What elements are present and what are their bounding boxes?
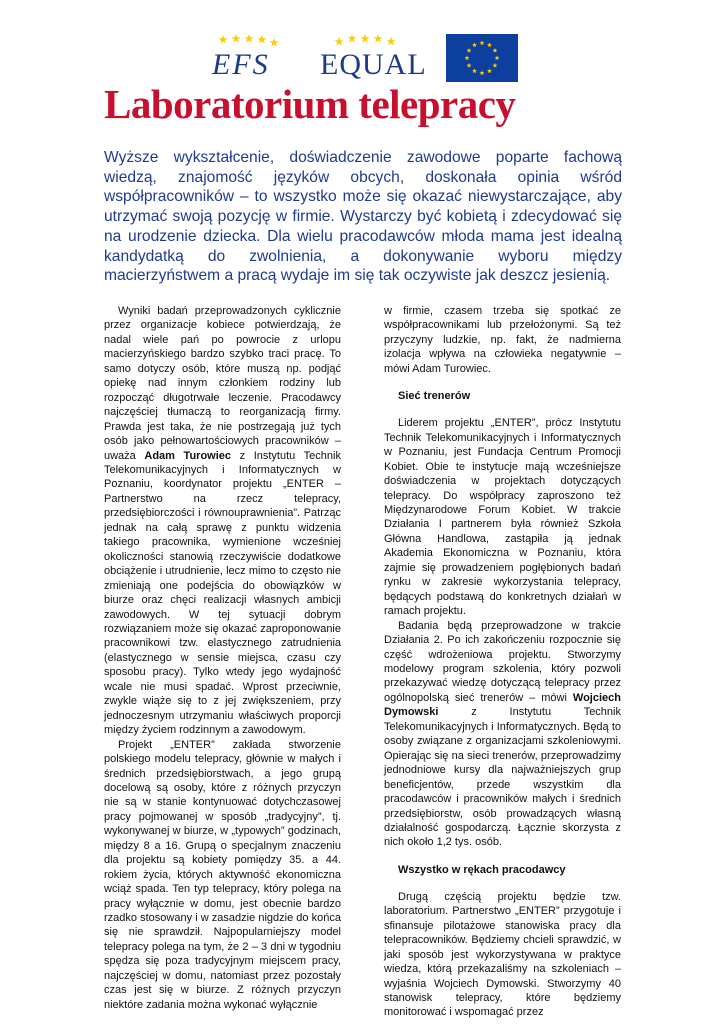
eu-star-icon: [487, 68, 492, 73]
eu-star-icon: [480, 70, 485, 75]
article-title: Laboratorium telepracy: [104, 81, 516, 127]
person-name: Adam Turowiec: [144, 449, 232, 462]
body-paragraph: Liderem projektu „ENTER”, prócz Instytutu Technik Telekomunikacyjnych i Informatycznych w Poznaniu, jest Fundacja Centrum Promocji Kobiet. Obie te instytucje mają wcześniejsze doświadczenia w projektach dotyczących telepracy. Do współpracy zaproszono też Międzynarodowe Forum Kobiet. W trakcie Działania I partnerem była również Szkoła Główna Handlowa, zastąpiła ją jednak Akademia Ekonomiczna w Poznaniu, która zajmie się prowadzeniem pogłębionych badań rynku w zakresie wykorzystania telepracy, będących podstawą do konkretnych działań w ramach projektu.: [384, 417, 621, 618]
body-paragraph: [104, 304, 341, 738]
eu-star-icon: [465, 55, 470, 60]
eu-flag-icon: [446, 34, 518, 82]
eu-star-icon: [480, 40, 485, 45]
eu-star-icon: [467, 63, 472, 68]
body-paragraph: Projekt „ENTER” zakłada stworzenie polskiego modelu telepracy, głównie w małych i średnich przedsiębiorstwach, a jego grupą docelową są osoby, które z różnych przyczyn nie są w stanie kontynuować dotychczasowej pracy pojmowanej w sposób „tradycyjny”, tj. wykonywanej w biurze, w „typowych” godzinach, między 8 a 16. Grupą o specjalnym znaczeniu dla projektu są kobiety pomiędzy 35. a 44. rokiem życia, których aktywność ekonomiczna wciąż spada. Ten typ telepracy, który polega na pracy wyłącznie w domu, jest obecnie bardzo rzadko stosowany i w zasadzie nigdzie do końca się nie sprawdził. Najpopularniejszy model telepracy polega na tym, że 2 – 3 dni w tygodniu spędza się poza tradycyjnym miejscem pracy, najczęściej w domu, natomiast przez pozostały czas jest się w biurze. Z różnych przyczyn niektóre zadania można wykonać wyłącznie: [104, 738, 341, 1011]
person-name: Wojciech Dymowski: [384, 691, 621, 719]
eu-star-icon: [493, 63, 498, 68]
efs-logo: [210, 34, 280, 80]
eu-star-icon: [467, 48, 472, 53]
paragraph-text: z Instytutu Technik Telekomunikacyjnych i Informatycznych w Poznaniu, koordynator projektu „ENTER – Partnerstwo na rzecz telepracy, przedsiębiorczości i równouprawnienia”. Patrząc jednak na całą sprawę z punktu widzenia takiego pracownika, wymienione wcześniej okoliczności stanowią rzeczywiście dodatkowe obciążenie i utrudnienie, lecz mimo to często nie zmieniają one podejścia do obowiązków w biurze oraz chęci realizacji własnych ambicji zawodowych. W tej sytuacji dobrym rozwiązaniem może się okazać zaproponowanie pracownikowi tzw. elastycznego zatrudnienia (elastycznego w sensie miejsca, czasu czy sposobu pracy). Tylko wtedy jego wydajność wcale nie musi spadać. Wprost przeciwnie, zwykle wiąże się to z jej zwiększeniem, przy jednoczesnym utrzymaniu właściwych proporcji między życiem rodzinnym a zawodowym.: [104, 449, 341, 737]
section-heading: Sieć trenerów: [398, 390, 471, 403]
lead-paragraph: Wyższe wykształcenie, doświadczenie zawodowe poparte fachową wiedzą, znajomość języków obcych, doskonała opinia wśród współpracowników – to wszystko może się okazać niewystarczające, aby utrzymać swoją pozycję w firmie. Wystarczy być kobietą i zdecydować się na urodzenie dziecka. Dla wielu pracodawców młoda mama jest idealną kandydatką do zwolnienia, a dokonywanie wyboru między macierzyństwem a pracą wydaje im się tak oczywiste jak deszcz jesienią.: [104, 149, 622, 285]
efs-logo-text: EFS: [212, 48, 270, 81]
equal-logo: [320, 34, 427, 81]
logo-bar: [0, 34, 724, 82]
body-paragraph: [384, 619, 621, 850]
section-heading: Wszystko w rękach pracodawcy: [398, 863, 566, 876]
eu-star-icon: [493, 48, 498, 53]
paragraph-text: Badania będą przeprowadzone w trakcie Działania 2. Po ich zakończeniu rozpocznie się część wdrożeniowa projektu. Stworzymy modelowy program szkolenia, który pozwoli przekazywać wiedzę dotyczącą telepracy przez ogólnopolską sieć trenerów – mówi: [384, 619, 621, 704]
body-paragraph: w firmie, czasem trzeba się spotkać ze współpracownikami lub przełożonymi. Są też przyczyny ludzkie, np. fakt, że nadmierna izolacja wpływa na człowieka negatywnie – mówi Adam Turowiec.: [384, 305, 621, 375]
equal-logo-text: EQUAL: [320, 48, 427, 81]
eu-star-icon: [472, 68, 477, 73]
eu-flag-stars-icon: [446, 34, 518, 82]
eu-star-icon: [472, 42, 477, 47]
eu-star-icon: [487, 42, 492, 47]
right-column: [384, 304, 621, 1020]
paragraph-text: z Instytutu Technik Telekomunikacyjnych i Informatycznych. Będą to osoby związane z organizacjami szkoleniowymi. Opierając się na sieci trenerów, przeprowadzimy jednodniowe kursy dla najważniejszych grup beneficjentów, przede wszystkim dla pracodawców i pracowników małych i średnich przedsiębiorstw, osób prowadzących własną działalność gospodarczą. Łącznie skorzysta z nich około 1,2 tys. osób.: [384, 706, 621, 849]
eu-star-icon: [495, 55, 500, 60]
paragraph-text: Wyniki badań przeprowadzonych cyklicznie przez organizacje kobiece potwierdzają, że nadal wiele pań po powrocie z urlopu macierzyńskiego bardzo szybko traci pracę. To samo dotyczy osób, które muszą np. podjąć opiekę nad innym członkiem rodziny lub rozpocząć długotrwałe leczenie. Pracodawcy najczęściej tłumaczą to reorganizacją firmy. Prawda jest taka, że nie postrzegają już tych osób jako pełnowartościowych pracowników – uważa: [104, 305, 341, 462]
left-column: [104, 304, 341, 1012]
body-paragraph: Drugą częścią projektu będzie tzw. laboratorium. Partnerstwo „ENTER” przygotuje i sfinansuje pilotażowe stanowiska pracy dla telepracowników. Będziemy chcieli sprawdzić, w jaki sposób jest wykorzystywana w praktyce wiedza, którą przekazaliśmy na szkoleniach – wyjaśnia Wojciech Dymowski. Stworzymy 40 stanowisk telepracy, które będziemy monitorować i wspomagać przez: [384, 890, 621, 1019]
